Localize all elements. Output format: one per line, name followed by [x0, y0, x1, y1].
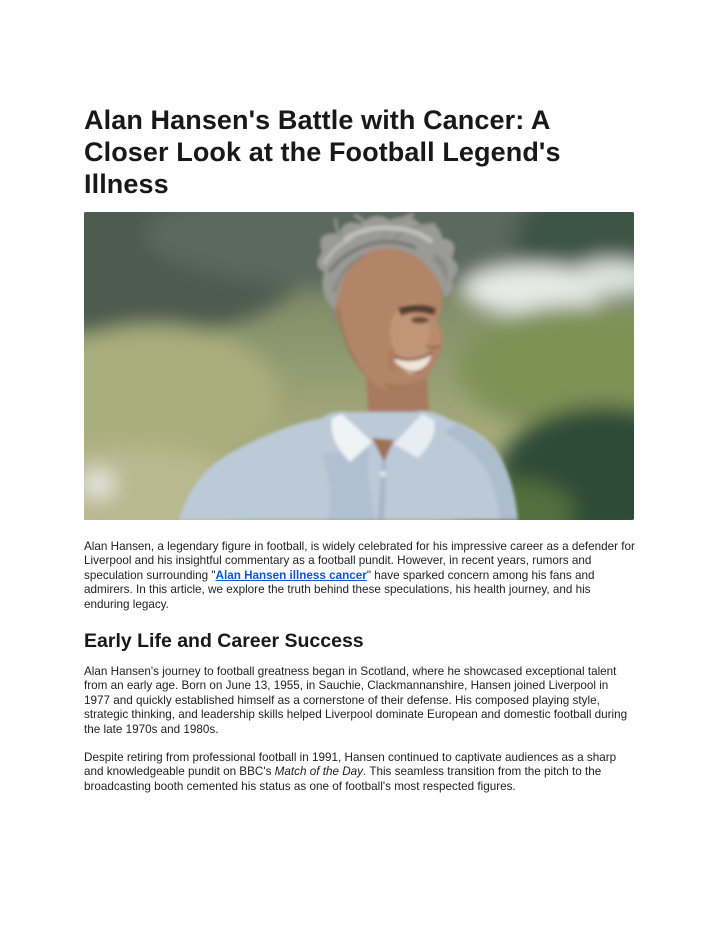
alan-hansen-photo [84, 212, 634, 520]
intro-text-after: " have sparked concern among his fans and admirers. In this article, we explore the truth behind these speculations, his health journey, and his enduring legacy. [84, 568, 595, 611]
match-of-the-day-italic: Match of the Day [274, 765, 364, 779]
article-content [84, 0, 636, 794]
pundit-paragraph [84, 751, 636, 794]
intro-paragraph [84, 540, 636, 612]
section-heading-early-life: Early Life and Career Success [84, 630, 364, 653]
pundit-text-before: Despite retiring from professional football in 1991, Hansen continued to captivate audiences as a sharp and knowledgeable pundit on BBC's [84, 751, 617, 779]
illness-cancer-link[interactable]: Alan Hansen illness cancer [215, 568, 367, 582]
pundit-text-after: . This seamless transition from the pitch to the broadcasting booth cemented his status as one of football's most respected figures. [84, 765, 602, 793]
early-life-paragraph: Alan Hansen's journey to football greatness began in Scotland, where he showcased exceptional talent from an early age. Born on June 13, 1955, in Sauchie, Clackmannanshire, Hansen joined Liverpool in 1977 and quickly established himself as a cornerstone of their defense. His composed playing style, strategic thinking, and leadership skills helped Liverpool dominate European and domestic football during the late 1970s and 1980s. [84, 665, 628, 736]
hero-image [84, 212, 634, 520]
article-title: Alan Hansen's Battle with Cancer: A Closer Look at the Football Legend's Illness [84, 105, 561, 199]
intro-text-before: Alan Hansen, a legendary figure in football, is widely celebrated for his impressive career as a defender for Liverpool and his insightful commentary as a football pundit. However, in recent years, rumors and speculation surrounding " [84, 540, 635, 582]
